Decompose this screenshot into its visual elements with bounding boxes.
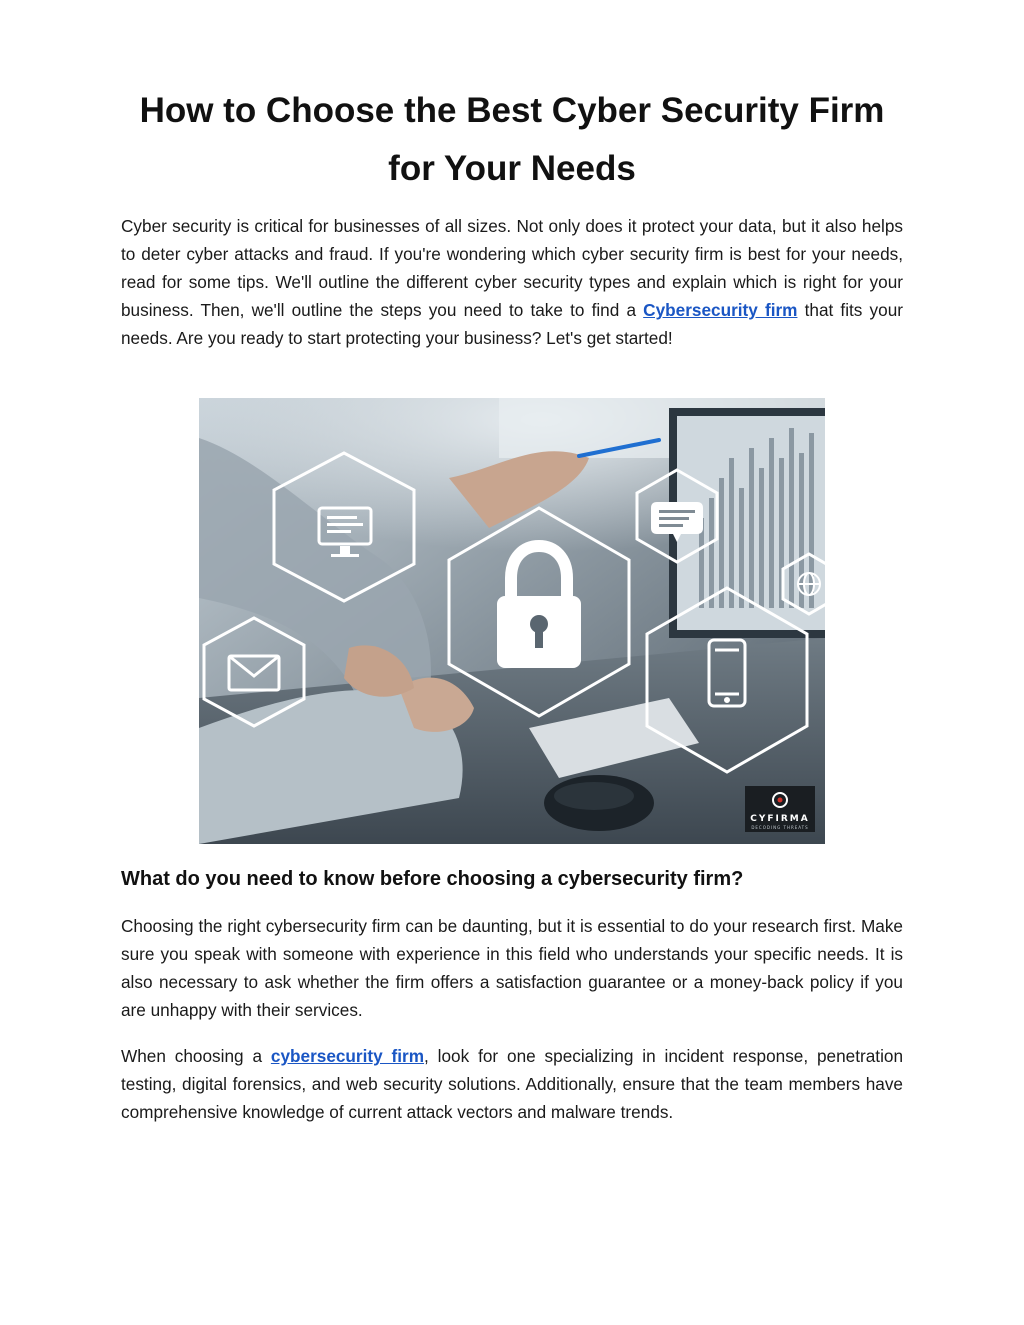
choosing-paragraph — [121, 1042, 903, 1126]
intro-text-after-link: that fits your needs. Are you ready to start protecting your business? Let's get started! — [121, 300, 903, 348]
brand-tagline: DECODING THREATS — [751, 825, 809, 830]
document-title — [100, 82, 924, 198]
choosing-text-after-link: , look for one specializing in incident response, penetration testing, digital forensics, and web security solutions. Additionally, ensure that the team members have comprehensive knowledge of current attack vectors and malware trends. — [121, 1046, 904, 1122]
choosing-text-before-link: When choosing a — [121, 1046, 271, 1066]
brand-name: CYFIRMA — [750, 814, 810, 824]
cybersecurity-firm-link-2[interactable]: cybersecurity firm — [270, 1046, 425, 1066]
intro-paragraph — [121, 212, 903, 352]
research-paragraph: Choosing the right cybersecurity firm can be daunting, but it is essential to do your research first. Make sure you speak with someone with experience in this field who understands your specific needs. It is also necessary to ask whether the firm offers a satisfaction guarantee or a money-back policy if you are unhappy with their services. — [121, 916, 903, 1020]
cybersecurity-illustration-image — [199, 398, 825, 844]
section-heading: What do you need to know before choosing a cybersecurity firm? — [121, 868, 744, 890]
intro-text-before-link: Cyber security is critical for businesses of all sizes. Not only does it protect your data, but it also helps to deter cyber attacks and fraud. If you're wondering which cyber security firm is best for your needs, read for some tips. We'll outline the different cyber security types and explain which is right for your business. Then, we'll outline the steps you need to take to find a — [121, 216, 903, 320]
title-line-1: How to Choose the Best Cyber Security Firm — [139, 91, 885, 130]
cybersecurity-firm-link[interactable]: Cybersecurity firm — [643, 300, 798, 320]
cyfirma-logo — [745, 786, 815, 832]
title-line-2: for Your Needs — [388, 149, 636, 188]
